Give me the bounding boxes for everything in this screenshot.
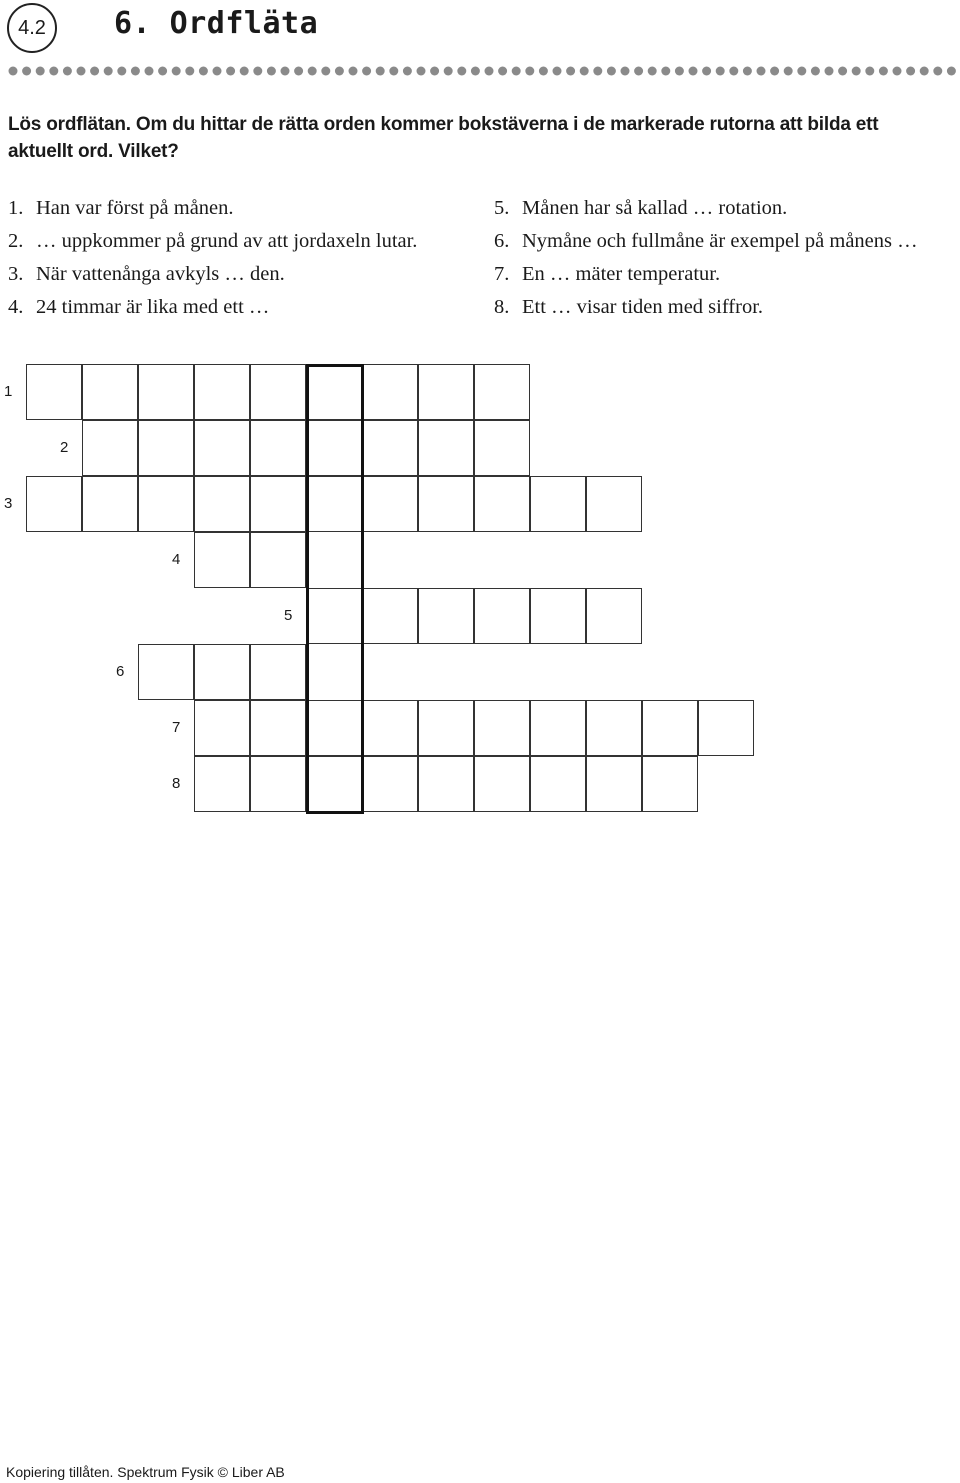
clue-8 [494,291,918,324]
divider-dot [621,67,630,76]
divider-dot [757,67,766,76]
divider-dot [389,67,398,76]
divider-dot [580,67,589,76]
clue-number: 7. [494,263,510,285]
crossword-cell[interactable] [474,420,530,476]
crossword-cell[interactable] [474,700,530,756]
divider-dot [77,67,86,76]
clue-1 [8,192,417,225]
dotted-divider [8,64,960,78]
divider-dot [933,67,942,76]
divider-dot [376,67,385,76]
row-number: 8 [172,775,181,792]
clue-list-right [494,192,918,324]
crossword-cell[interactable] [306,420,362,476]
divider-dot [893,67,902,76]
divider-dot [811,67,820,76]
crossword-cell[interactable] [530,588,586,644]
divider-dot [444,67,453,76]
clue-number: 3. [8,263,24,285]
divider-dot [770,67,779,76]
row-number: 3 [4,495,13,512]
crossword-cell[interactable] [306,756,362,812]
divider-dot [213,67,222,76]
crossword-cell[interactable] [194,644,250,700]
crossword-cell[interactable] [474,756,530,812]
crossword-cell[interactable] [250,644,306,700]
divider-dot [512,67,521,76]
divider-dot [593,67,602,76]
crossword-cell[interactable] [362,420,418,476]
divider-dot [131,67,140,76]
divider-dot [702,67,711,76]
crossword-cell[interactable] [306,588,362,644]
clue-4 [8,291,417,324]
divider-dot [22,67,31,76]
crossword-cell[interactable] [642,700,698,756]
divider-dot [199,67,208,76]
divider-dot [145,67,154,76]
clue-number: 4. [8,296,24,318]
clue-text: När vattenånga avkyls … den. [36,263,285,285]
divider-dot [9,67,18,76]
crossword-cell[interactable] [586,588,642,644]
crossword-cell[interactable] [642,756,698,812]
clue-3 [8,258,417,291]
divider-dot [117,67,126,76]
divider-dot [471,67,480,76]
crossword-cell[interactable] [26,476,82,532]
page-title: 6. Ordfläta [114,6,319,41]
divider-dot [797,67,806,76]
divider-dot [675,67,684,76]
crossword-cell[interactable] [194,700,250,756]
crossword-cell[interactable] [474,364,530,420]
divider-dot [825,67,834,76]
divider-dot [784,67,793,76]
divider-dot [158,67,167,76]
divider-dot [430,67,439,76]
divider-dot [226,67,235,76]
row-number: 2 [60,439,69,456]
clue-number: 6. [494,230,510,252]
crossword-cell[interactable] [194,756,250,812]
divider-dot [553,67,562,76]
divider-dot [172,67,181,76]
crossword-cell[interactable] [698,700,754,756]
crossword-cell[interactable] [250,476,306,532]
crossword-cell[interactable] [138,420,194,476]
crossword-cell[interactable] [306,476,362,532]
clue-text: Månen har så kallad … rotation. [522,197,788,219]
crossword-cell[interactable] [138,364,194,420]
divider-dot [634,67,643,76]
divider-dot [947,67,956,76]
divider-dot [417,67,426,76]
clue-6 [494,225,918,258]
crossword-cell[interactable] [362,756,418,812]
clue-text: 24 timmar är lika med ett … [36,296,270,318]
row-number: 4 [172,551,181,568]
crossword-cell[interactable] [418,756,474,812]
crossword-cell[interactable] [306,700,362,756]
clue-7 [494,258,918,291]
divider-dot [689,67,698,76]
divider-dot [920,67,929,76]
crossword-cell[interactable] [194,532,250,588]
divider-dot [716,67,725,76]
crossword-cell[interactable] [250,420,306,476]
clue-number: 8. [494,296,510,318]
crossword-cell[interactable] [362,364,418,420]
clue-5 [494,192,918,225]
crossword-cell[interactable] [530,756,586,812]
clue-number: 5. [494,197,510,219]
divider-dot [36,67,45,76]
divider-dot [879,67,888,76]
crossword-cell[interactable] [418,420,474,476]
crossword-cell[interactable] [474,588,530,644]
divider-dot [743,67,752,76]
crossword-cell[interactable] [530,476,586,532]
divider-dot [838,67,847,76]
crossword-cell[interactable] [250,364,306,420]
divider-dot [362,67,371,76]
divider-dot [63,67,72,76]
divider-dot [906,67,915,76]
crossword-cell[interactable] [530,700,586,756]
crossword-cell[interactable] [418,476,474,532]
row-number: 6 [116,663,125,680]
divider-dot [185,67,194,76]
clue-number: 2. [8,230,24,252]
divider-dot [253,67,262,76]
crossword-cell[interactable] [586,476,642,532]
divider-dot [240,67,249,76]
crossword-cell[interactable] [418,588,474,644]
crossword-cell[interactable] [26,364,82,420]
divider-dot [308,67,317,76]
divider-dot [852,67,861,76]
clue-text: En … mäter temperatur. [522,263,721,285]
clue-number: 1. [8,197,24,219]
divider-dot [349,67,358,76]
divider-dot [661,67,670,76]
crossword-cell[interactable] [362,588,418,644]
crossword-cell[interactable] [418,700,474,756]
row-number: 5 [284,607,293,624]
divider-dot [294,67,303,76]
section-badge: 4.2 [7,3,57,53]
divider-dot [457,67,466,76]
divider-dot [498,67,507,76]
divider-dot [525,67,534,76]
divider-dot [403,67,412,76]
divider-dot [321,67,330,76]
clue-list-left [8,192,417,324]
crossword-cell[interactable] [194,476,250,532]
crossword-cell[interactable] [306,364,362,420]
crossword-cell[interactable] [138,476,194,532]
clue-text: Ett … visar tiden med siffror. [522,296,764,318]
crossword-cell[interactable] [82,476,138,532]
crossword-cell[interactable] [194,420,250,476]
crossword-cell[interactable] [250,532,306,588]
divider-dot [607,67,616,76]
divider-dot [485,67,494,76]
row-number: 1 [4,383,13,400]
crossword-cell[interactable] [362,700,418,756]
crossword-cell[interactable] [474,476,530,532]
crossword-cell[interactable] [250,700,306,756]
crossword-cell[interactable] [250,756,306,812]
divider-dot [281,67,290,76]
divider-dot [335,67,344,76]
crossword-cell[interactable] [194,364,250,420]
clue-text: Nymåne och fullmåne är exempel på månens … [522,230,918,252]
crossword-cell[interactable] [586,700,642,756]
divider-dot [648,67,657,76]
divider-dot [267,67,276,76]
crossword-cell[interactable] [82,364,138,420]
instructions: Lös ordflätan. Om du hittar de rätta orden kommer bokstäverna i de markerade rutorna att bilda ett aktuellt ord. Vilket? [8,114,879,162]
divider-dot [90,67,99,76]
crossword-cell[interactable] [586,756,642,812]
crossword-cell[interactable] [418,364,474,420]
footer-copyright: Kopiering tillåten. Spektrum Fysik © Liber AB [6,1464,285,1480]
divider-dot [539,67,548,76]
crossword-cell[interactable] [82,420,138,476]
clue-2 [8,225,417,258]
divider-dot [566,67,575,76]
clue-text: Han var först på månen. [36,197,234,219]
divider-dot [49,67,58,76]
crossword-cell[interactable] [138,644,194,700]
clue-text: … uppkommer på grund av att jordaxeln lutar. [36,230,418,252]
row-number: 7 [172,719,181,736]
divider-dot [104,67,113,76]
divider-dot [729,67,738,76]
highlighted-column [306,364,364,814]
divider-dot [865,67,874,76]
crossword-cell[interactable] [362,476,418,532]
